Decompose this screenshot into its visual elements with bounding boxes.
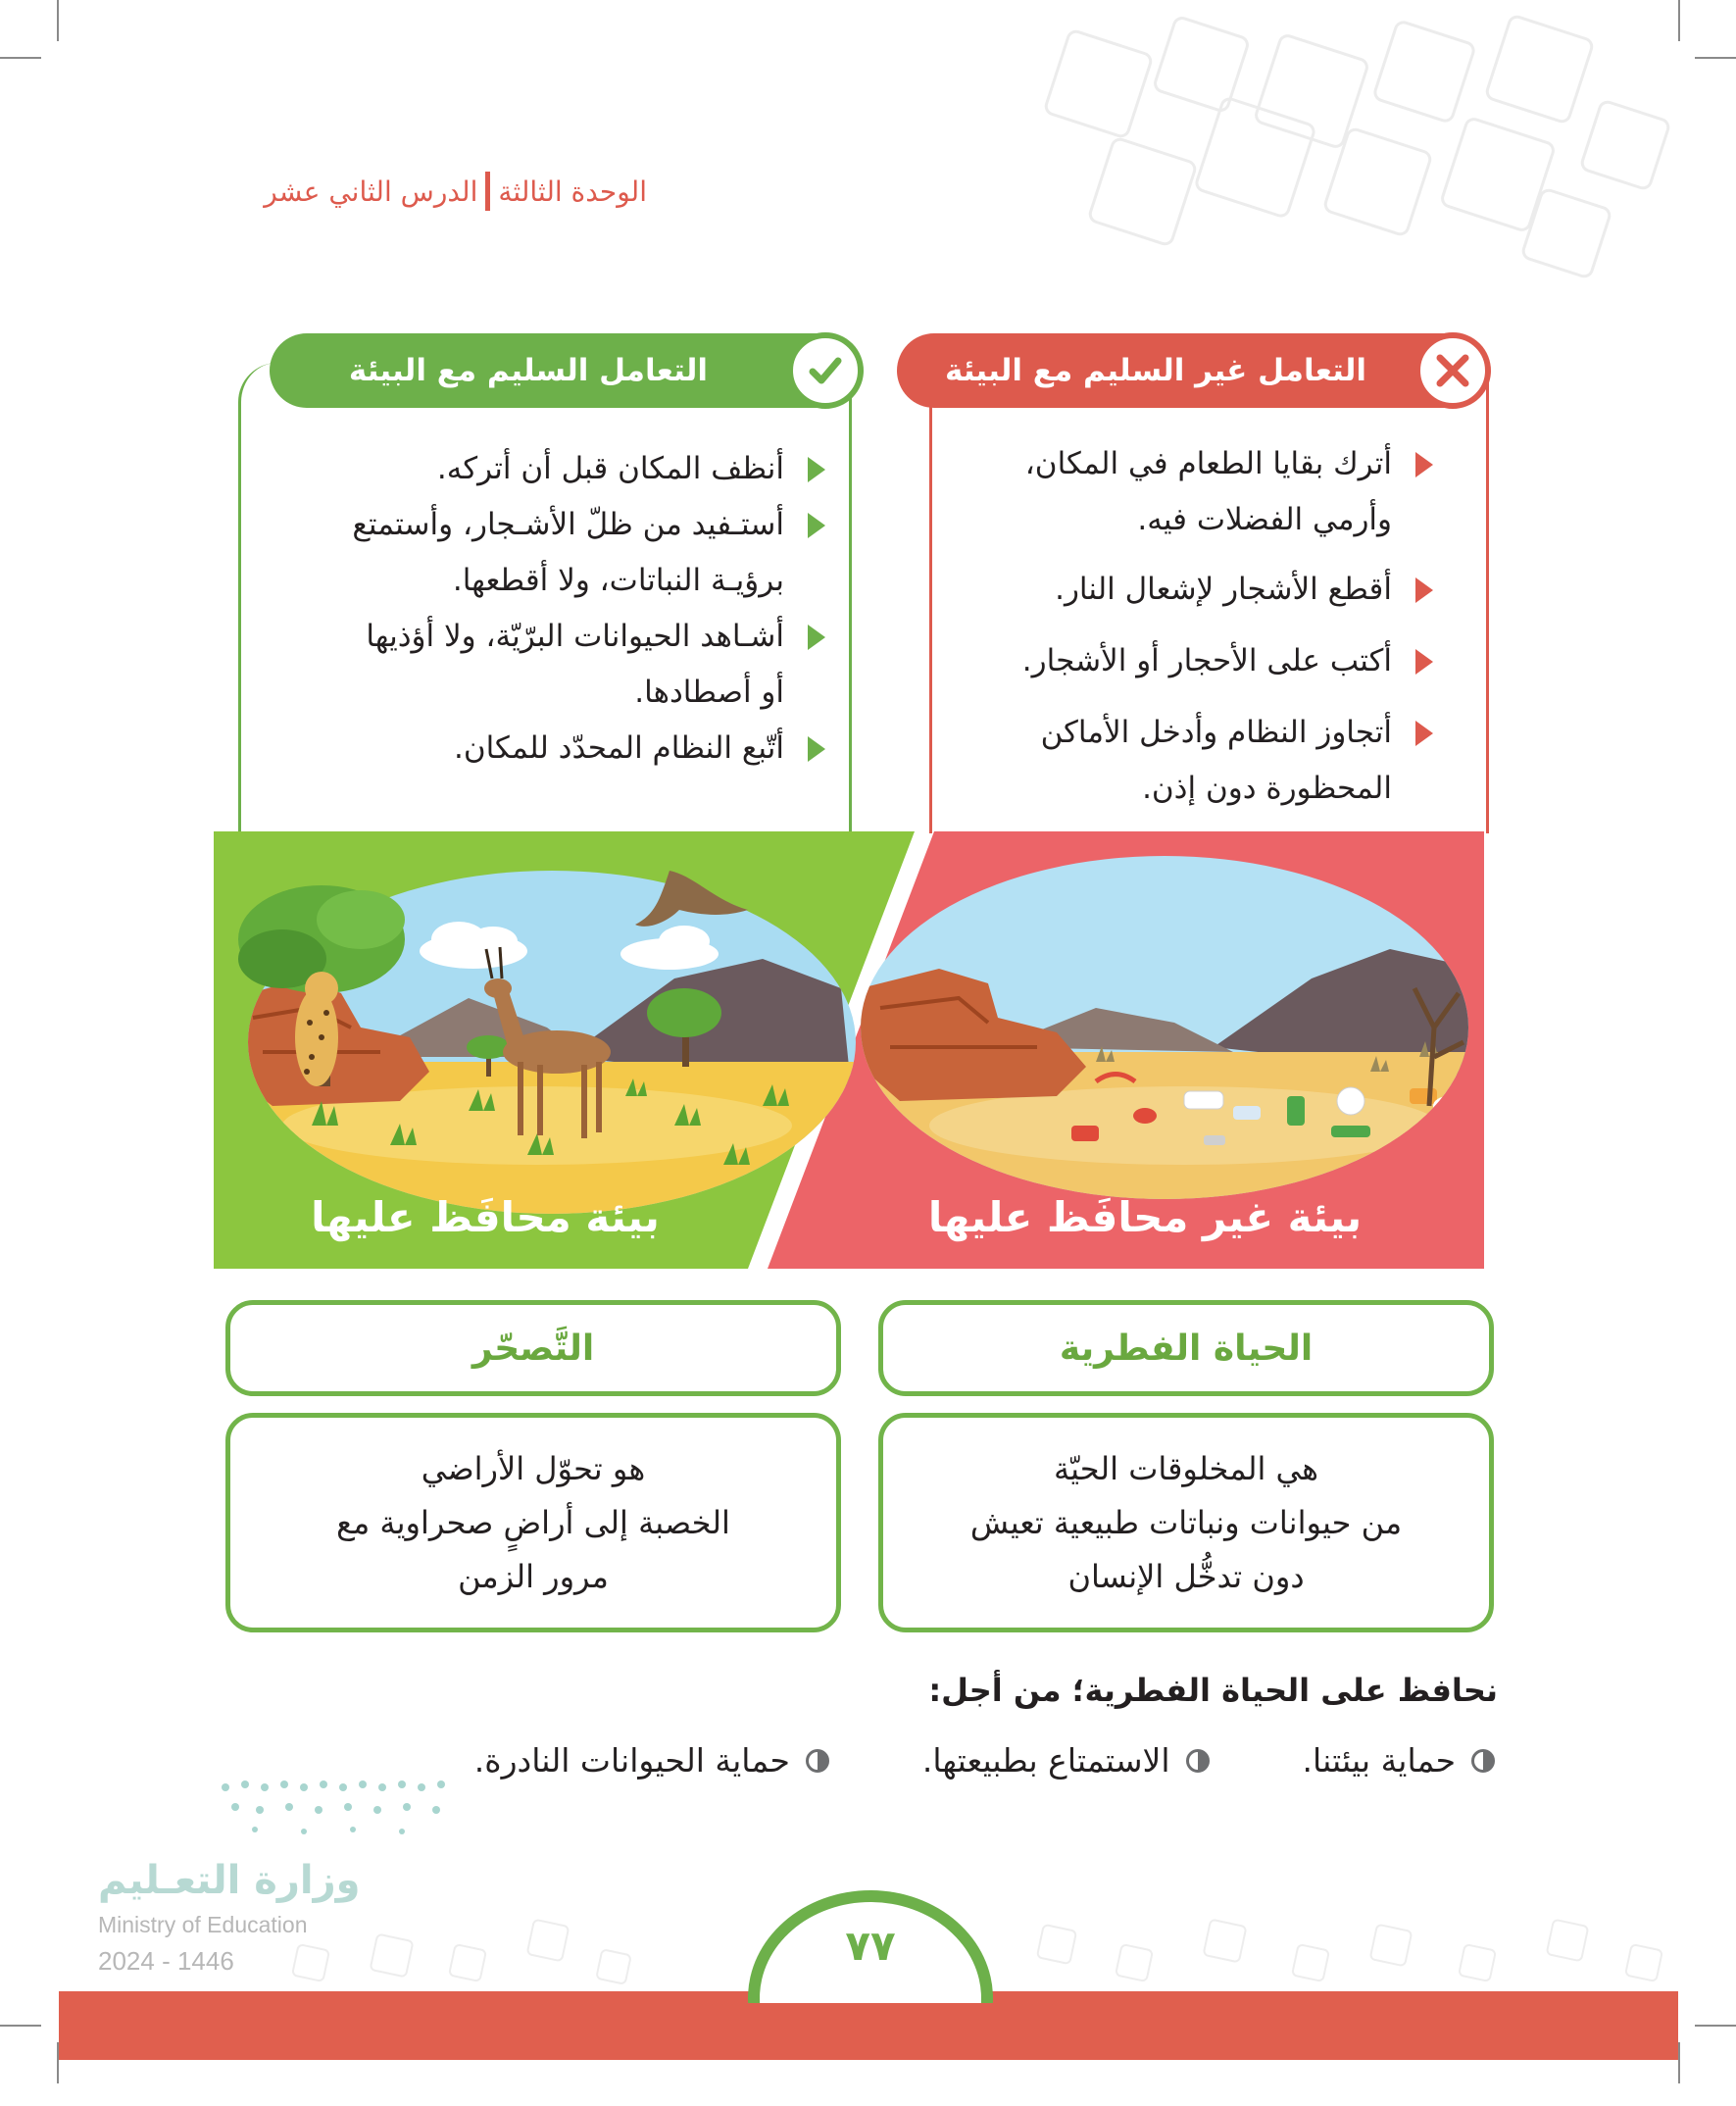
correct-practices-tab [270,333,858,408]
unit-label: الوحدة الثالثة [498,175,647,208]
crop-mark [1678,2042,1680,2083]
lesson-header [206,167,647,216]
correct-practices-title: التعامل السليم مع البيئة [348,353,709,388]
list-item: أشـاهد الحيوانات البرّيّة، ولا أؤذيها أو أصطادها. [284,609,833,721]
ministry-name-english: Ministry of Education [98,1912,308,1937]
list-item: أتّبع النظام المحدّد للمكان. [284,721,833,777]
crop-mark [1678,0,1680,41]
definition-line: هو تحوّل الأراضي [421,1449,646,1487]
purpose-item: حماية الحيوانات النادرة. [474,1741,829,1780]
list-item: أترك بقايا الطعام في المكان، وأرمي الفضلات فيه. [970,436,1441,548]
bullet-icon [806,1749,829,1773]
definition-line: هي المخلوقات الحيّة [1053,1449,1319,1487]
list-item: أقطع الأشجار لإشعال النار. [970,562,1441,618]
list-item: أستـفيد من ظلّ الأشـجار، وأستمتع برؤيـة النباتات، ولا أقطعها. [284,497,833,609]
ministry-year: 2024 - 1446 [98,1946,234,1976]
purpose-item: حماية بيئتنا. [1303,1741,1495,1780]
definition-body-wildlife [878,1413,1494,1632]
page-number: ٧٧ [845,1922,896,1970]
check-icon [787,332,864,409]
purpose-title: نحافظ على الحياة الفطرية؛ من أجل: [928,1672,1498,1709]
definition-line: مرور الزمن [458,1557,609,1595]
header-separator [485,172,490,211]
definition-body-desertification [225,1413,841,1632]
definition-line: دون تدخُّل الإنسان [1067,1557,1305,1595]
preserved-scene-caption: بيئة محافَظ عليها [311,1193,660,1241]
polluted-scene-caption: بيئة غير محافَظ عليها [927,1193,1363,1241]
ministry-name-arabic: وزارة التعـليم [98,1858,361,1903]
definition-line: الخصبة إلى أراضٍ صحراوية مع [336,1503,730,1541]
wrong-practices-tab [897,333,1485,408]
ministry-logo-dots [216,1773,461,1841]
list-item: أتجاوز النظام وأدخل الأماكن المحظورة دون إذن. [970,705,1441,817]
definition-title-desertification: التَّصحّر [225,1300,841,1396]
lesson-label: الدرس الثاني عشر [264,175,478,208]
crop-mark [1695,2025,1736,2027]
crop-mark [0,2025,41,2027]
list-item: أنظف المكان قبل أن أتركه. [284,441,833,497]
bullet-icon [1186,1749,1210,1773]
definition-title-wildlife: الحياة الفطرية [878,1300,1494,1396]
x-icon [1414,332,1491,409]
correct-practices-list [284,441,833,777]
crop-mark [57,0,59,41]
crop-mark [0,57,41,59]
wrong-practices-title: التعامل غير السليم مع البيئة [944,353,1367,388]
wrong-practices-list [970,436,1441,817]
definition-line: من حيوانات ونباتات طبيعية تعيش [969,1503,1403,1541]
crop-mark [1695,57,1736,59]
list-item: أكتب على الأحجار أو الأشجار. [970,633,1441,689]
environment-scenes [214,831,1484,1269]
bullet-icon [1471,1749,1495,1773]
purpose-item: الاستمتاع بطبيعتها. [922,1741,1210,1780]
